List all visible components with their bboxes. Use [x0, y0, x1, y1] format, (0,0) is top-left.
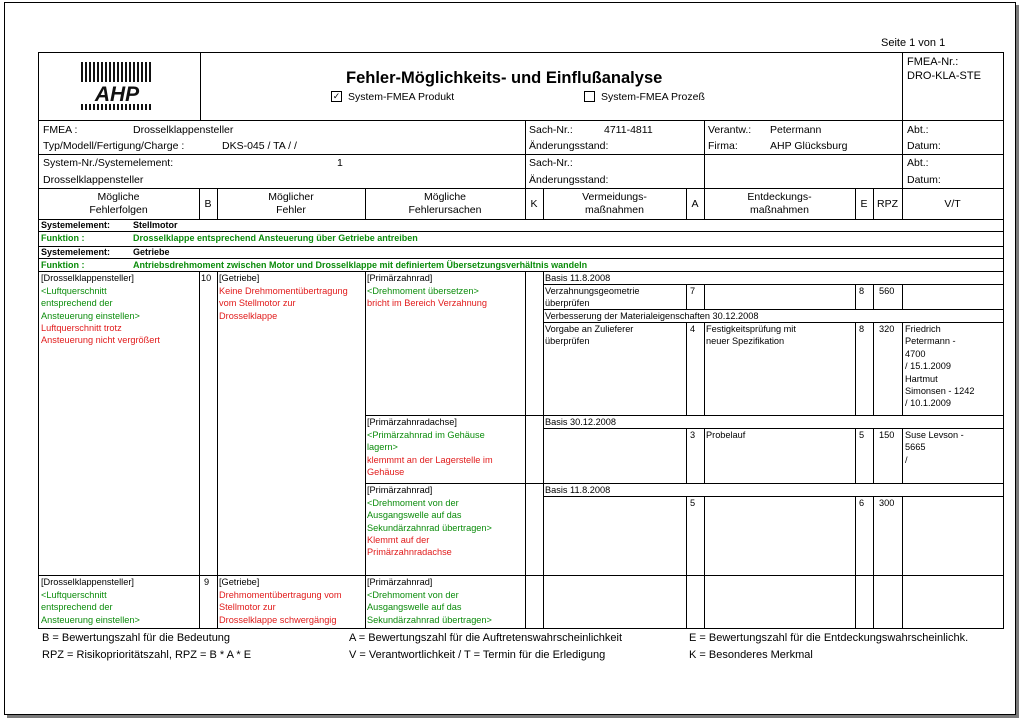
system-nr-label: System-Nr./Systemelement: [43, 157, 174, 169]
ursache-2-failure: klemmmt an der Lagerstelle im Gehäuse [367, 455, 493, 478]
ursache-1-head: [Primärzahnrad] [367, 273, 433, 283]
ursache-1-function: <Drehmoment übersetzen> [367, 286, 479, 296]
entdeckungsmassnahme-3: Probelauf [706, 430, 746, 440]
grid-line [365, 483, 1004, 484]
systemelement-label: Systemelement: [41, 220, 111, 230]
aenderung-label-2: Änderungsstand: [529, 174, 609, 186]
entdeckung-2: 8 [859, 324, 865, 334]
entdeckung-1: 8 [859, 286, 865, 296]
fmea-page [4, 2, 1016, 715]
grid-line [38, 258, 1004, 259]
grid-line [902, 284, 903, 309]
ursache-3-head: [Primärzahnrad] [367, 485, 433, 495]
ahp-logo-icon [79, 60, 155, 112]
rpz-3: 150 [879, 430, 895, 440]
ursache-2-function: <Primärzahnrad im Gehäuse lagern> [367, 430, 485, 453]
abt-label-2: Abt.: [907, 157, 929, 169]
col-vermeidung: Vermeidungs- maßnahmen [582, 191, 647, 216]
grid-line [38, 52, 1004, 53]
entdeckungsmassnahme-2: Festigkeitsprüfung mit neuer Spezifikation [706, 324, 796, 347]
grid-line [902, 120, 903, 188]
prozess-option-label: System-FMEA Prozeß [601, 91, 705, 103]
checkmark-icon: ✓ [332, 91, 341, 101]
ursache-4-function: <Drehmoment von der Ausgangswelle auf das Sekundärzahnrad übertragen> [367, 590, 492, 625]
form-title: Fehler-Möglichkeits- und Einflußanalyse [346, 69, 663, 87]
grid-line [686, 322, 687, 415]
folge-1-function: <Luftquerschnitt entsprechend der Ansteuerung einstellen> [41, 286, 140, 321]
grid-line [38, 271, 1004, 272]
firma-label: Firma: [708, 140, 738, 152]
datum-label: Datum: [907, 140, 941, 152]
grid-line [873, 322, 874, 415]
vermeidung-1: Verzahnungsgeometrie überprüfen [545, 286, 640, 309]
verbesserung-1: Verbesserung der Materialeigenschaften 30.12.2008 [545, 311, 759, 321]
col-ursachen: Mögliche Fehlerursachen [408, 191, 482, 216]
systemelement-value-2: Getriebe [133, 247, 170, 257]
grid-line [686, 284, 687, 309]
fehler-1-head: [Getriebe] [219, 273, 260, 283]
grid-line [38, 120, 1004, 121]
grid-line [38, 52, 39, 628]
legend-b: B = Bewertungszahl für die Bedeutung [42, 632, 231, 644]
vermeidung-2: Vorgabe an Zulieferer überprüfen [545, 324, 634, 347]
folge-2-head: [Drosselklappensteller] [41, 577, 134, 587]
ursache-3-failure: Klemmt auf der Primärzahnradachse [367, 535, 452, 558]
grid-line [525, 120, 526, 188]
grid-line [855, 284, 856, 309]
entdeckung-3: 5 [859, 430, 865, 440]
grid-line [704, 322, 705, 415]
grid-line [855, 496, 856, 628]
col-e: E [860, 198, 868, 210]
folge-1-failure: Luftquerschnitt trotz Ansteuerung nicht vergrößert [41, 323, 160, 346]
page-number: Seite 1 von 1 [881, 37, 946, 49]
col-fehlerfolgen: Mögliche Fehlerfolgen [89, 191, 148, 216]
grid-line [686, 496, 687, 628]
auftreten-1: 7 [690, 286, 696, 296]
folge-1-head: [Drosselklappensteller] [41, 273, 134, 283]
col-fehler: Möglicher Fehler [268, 191, 314, 216]
grid-line [704, 496, 705, 628]
auftreten-3: 3 [690, 430, 696, 440]
funktion-value-2: Antriebsdrehmoment zwischen Motor und Drosselklappe mit definiertem Übersetzungsverhältnis wandeln [133, 260, 588, 270]
funktion-label-2: Funktion : [41, 260, 85, 270]
fehler-2-head: [Getriebe] [219, 577, 260, 587]
ahp-logo [79, 60, 155, 112]
systemelement-value: Stellmotor [133, 220, 178, 230]
grid-line [902, 322, 903, 415]
auftreten-2: 4 [690, 324, 696, 334]
rpz-1: 560 [879, 286, 895, 296]
fmea-nr-value: DRO-KLA-STE [907, 70, 981, 82]
ursache-2-head: [Primärzahnradachse] [367, 417, 457, 427]
sach-nr-label: Sach-Nr.: [529, 124, 573, 136]
systemelement-label-2: Systemelement: [41, 247, 111, 257]
rpz-4: 300 [879, 498, 895, 508]
system-nr-value: 1 [337, 157, 343, 169]
grid-line [873, 428, 874, 483]
sach-nr-label-2: Sach-Nr.: [529, 157, 573, 169]
grid-line [1003, 52, 1004, 628]
produkt-option-label: System-FMEA Produkt [348, 91, 455, 103]
vt-3: Suse Levson - 5665 / [905, 430, 964, 465]
fmea-value: Drosselklappensteller [133, 124, 234, 136]
bedeutung-2: 9 [204, 577, 210, 587]
svg-text:AHP: AHP [94, 83, 140, 106]
legend-k: K = Besonderes Merkmal [689, 649, 813, 661]
entdeckung-4: 6 [859, 498, 865, 508]
fehler-1-failure: Keine Drehmomentübertragung vom Stellmotor zur Drosselklappe [219, 286, 348, 321]
datum-label-2: Datum: [907, 174, 941, 186]
funktion-value: Drosselklappe entsprechend Ansteuerung über Getriebe antreiben [133, 233, 418, 243]
fmea-nr-label: FMEA-Nr.: [907, 56, 959, 68]
grid-line [38, 188, 1004, 189]
grid-line [902, 428, 903, 483]
grid-line [873, 496, 874, 628]
firma-value: AHP Glücksburg [770, 140, 848, 152]
fmea-label: FMEA : [43, 124, 78, 136]
grid-line [543, 496, 1004, 497]
rpz-2: 320 [879, 324, 895, 334]
abt-label: Abt.: [907, 124, 929, 136]
grid-line [902, 496, 903, 628]
produkt-checkbox[interactable] [331, 91, 342, 102]
funktion-label: Funktion : [41, 233, 85, 243]
folge-2-function: <Luftquerschnitt entsprechend der Ansteuerung einstellen> [41, 590, 140, 625]
grid-line [855, 428, 856, 483]
grid-line [686, 428, 687, 483]
system-element-value: Drosselklappensteller [43, 174, 144, 186]
col-b: B [204, 198, 212, 210]
fehler-2-failure: Drehmomentübertragung vom Stellmotor zur Drosselklappe schwergängig [219, 590, 342, 625]
verantw-value: Petermann [770, 124, 822, 136]
legend-e: E = Bewertungszahl für die Entdeckungswahrscheinlichk. [689, 632, 969, 644]
grid-line [855, 322, 856, 415]
typ-value: DKS-045 / TA / / [222, 140, 297, 152]
grid-line [365, 415, 1004, 416]
basis-2: Basis 30.12.2008 [545, 417, 617, 427]
grid-line [38, 246, 1004, 247]
legend-rpz: RPZ = Risikoprioritätszahl, RPZ = B * A * E [42, 649, 252, 661]
ursache-3-function: <Drehmoment von der Ausgangswelle auf das Sekundärzahnrad übertragen> [367, 498, 492, 533]
grid-line [704, 120, 705, 188]
col-a: A [691, 198, 699, 210]
col-rpz: RPZ [877, 198, 898, 210]
legend-v: V = Verantwortlichkeit / T = Termin für die Erledigung [349, 649, 606, 661]
grid-line [38, 154, 1004, 155]
ursache-4-head: [Primärzahnrad] [367, 577, 433, 587]
auftreten-4: 5 [690, 498, 696, 508]
sach-nr-value: 4711-4811 [604, 124, 653, 136]
aenderung-label: Änderungsstand: [529, 140, 609, 152]
grid-line [704, 428, 705, 483]
grid-line [38, 231, 1004, 232]
grid-line [38, 628, 1004, 629]
prozess-checkbox[interactable] [584, 91, 595, 102]
basis-1: Basis 11.8.2008 [545, 273, 611, 283]
grid-line [38, 575, 1004, 576]
col-vt: V/T [944, 198, 961, 210]
col-entdeckung: Entdeckungs- maßnahmen [747, 191, 812, 216]
vt-2: Friedrich Petermann - 4700 / 15.1.2009 Hartmut Simonsen - 1242 / 10.1.2009 [905, 324, 975, 409]
col-k: K [530, 198, 538, 210]
ursache-1-failure: bricht im Bereich Verzahnung [367, 298, 488, 308]
grid-line [873, 284, 874, 309]
verantw-label: Verantw.: [708, 124, 752, 136]
grid-line [704, 284, 705, 309]
basis-3: Basis 11.8.2008 [545, 485, 611, 495]
grid-line [38, 219, 1004, 220]
typ-label: Typ/Modell/Fertigung/Charge : [43, 140, 185, 152]
bedeutung-1: 10 [201, 273, 212, 283]
grid-line [902, 52, 903, 120]
grid-line [200, 52, 201, 120]
legend-a: A = Bewertungszahl für die Auftretenswahrscheinlichkeit [349, 632, 623, 644]
